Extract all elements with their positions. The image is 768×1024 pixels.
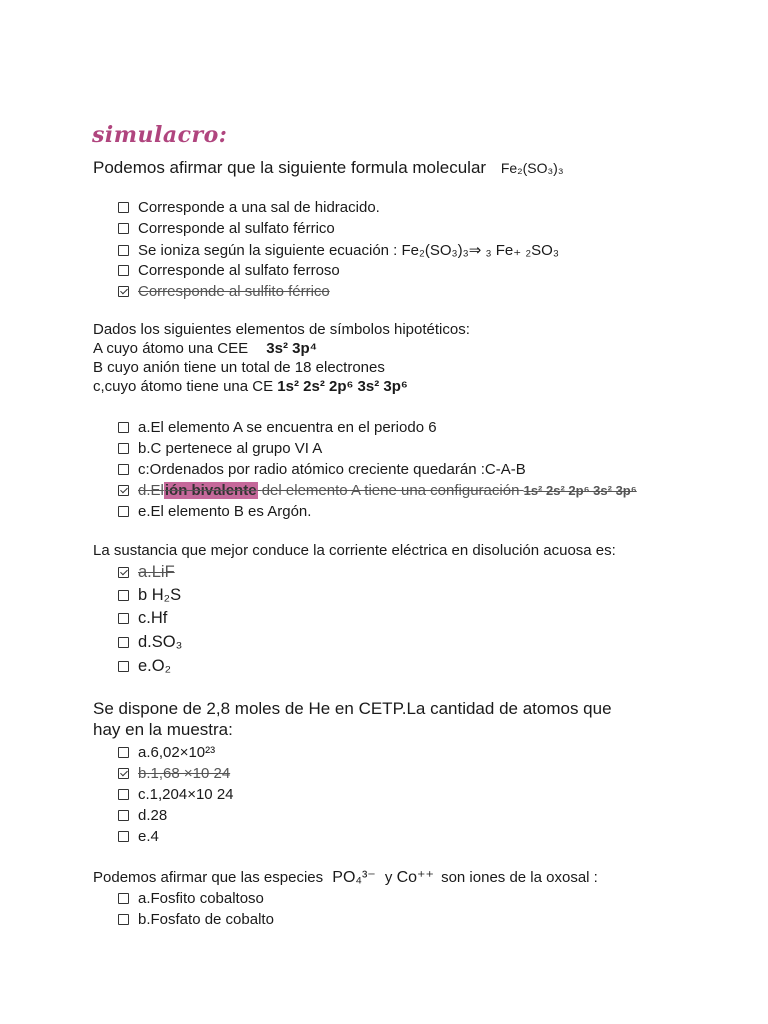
option-label: c.1,204×10 24 [138,786,234,803]
q2-option-c[interactable] [118,461,526,478]
option-label: Corresponde al sulfato férrico [138,220,335,237]
q2-line-2-text: A cuyo átomo una CEE [93,340,249,357]
q2-option-e[interactable] [118,503,311,520]
q3-option-e[interactable] [118,657,171,676]
q2-config-a: 3s² 3p⁴ [266,340,318,357]
q2-option-d[interactable] [118,482,637,499]
checkbox-icon[interactable] [118,613,129,624]
question-5 [93,867,598,887]
q5-ion-1: PO₄³⁻ [332,869,376,886]
option-label: a.Fosfito cobaltoso [138,890,264,907]
question-4-line-2: hay en la muestra: [93,720,233,739]
q2-line-2 [93,340,317,357]
option-d-rest: del elemento A tiene una configuración [261,482,520,499]
option-label: Se ioniza según la siguiente ecuación : Fe₂(SO₃)₃⇒ ₃ Fe₊ ₂SO₃ [138,242,559,259]
option-label: e.O₂ [138,657,171,675]
checkbox-icon[interactable] [118,590,129,601]
checked-checkbox-icon[interactable] [118,567,129,578]
checked-checkbox-icon[interactable] [118,286,129,297]
option-label: a.6,02×10²³ [138,744,216,761]
option-label: a.LiF [138,563,175,581]
question-1-formula: Fe₂(SO₃)₃ [500,160,564,176]
q5-text-before: Podemos afirmar que las especies [93,869,324,886]
checkbox-icon[interactable] [118,202,129,213]
checkbox-icon[interactable] [118,265,129,276]
option-label: b.C pertenece al grupo VI A [138,440,323,457]
option-label: b.Fosfato de cobalto [138,911,274,928]
question-3-text: La sustancia que mejor conduce la corriente eléctrica en disolución acuosa es: [93,542,616,559]
q5-option-b[interactable] [118,911,274,928]
q3-option-d[interactable] [118,633,182,652]
q4-option-d[interactable] [118,807,167,824]
question-1 [93,158,564,178]
question-4-line-1: Se dispone de 2,8 moles de He en CETP.La cantidad de atomos que [93,699,612,718]
checkbox-icon[interactable] [118,245,129,256]
checked-checkbox-icon[interactable] [118,485,129,496]
checkbox-icon[interactable] [118,893,129,904]
highlighted-text: ión bivalente [164,482,257,499]
checkbox-icon[interactable] [118,831,129,842]
option-label: d.28 [138,807,168,824]
option-label [138,482,637,499]
q4-option-e[interactable] [118,828,159,845]
option-label: Corresponde a una sal de hidracido. [138,199,380,216]
q4-option-b[interactable] [118,765,230,782]
option-label: Corresponde al sulfito férrico [138,283,330,300]
q2-line-3: B cuyo anión tiene un total de 18 electrones [93,359,385,376]
option-d-config: 1s² 2s² 2p⁶ 3s² 3p⁶ [523,483,637,498]
q2-option-b[interactable] [118,440,322,457]
q3-option-b[interactable] [118,586,181,605]
checkbox-icon[interactable] [118,422,129,433]
question-1-text: Podemos afirmar que la siguiente formula molecular [93,158,487,177]
option-label: a.El elemento A se encuentra en el periodo 6 [138,419,437,436]
option-label: d.SO₃ [138,633,183,651]
q2-config-c: 1s² 2s² 2p⁶ 3s² 3p⁶ [277,378,408,395]
option-label: e.El elemento B es Argón. [138,503,312,520]
checkbox-icon[interactable] [118,914,129,925]
q1-option-c[interactable] [118,241,559,259]
option-label: c.Hf [138,609,168,627]
checkbox-icon[interactable] [118,506,129,517]
checkbox-icon[interactable] [118,637,129,648]
checkbox-icon[interactable] [118,443,129,454]
q4-option-a[interactable] [118,744,215,761]
q1-option-d[interactable] [118,262,340,279]
q2-line-4-text: c,cuyo átomo tiene una CE [93,378,274,395]
q3-option-c[interactable] [118,609,167,628]
q3-option-a[interactable] [118,563,175,582]
option-label: b.1,68 ×10 24 [138,765,231,782]
option-label: c:Ordenados por radio atómico creciente quedarán :C-A-B [138,461,526,478]
q5-text-after: son iones de la oxosal : [441,869,598,886]
q2-option-a[interactable] [118,419,437,436]
q1-option-e[interactable] [118,283,330,300]
q5-option-a[interactable] [118,890,264,907]
option-label: Corresponde al sulfato ferroso [138,262,340,279]
q1-option-b[interactable] [118,220,335,237]
checkbox-icon[interactable] [118,810,129,821]
q4-option-c[interactable] [118,786,234,803]
q5-text-mid: y [384,869,393,886]
q5-ion-2: Co⁺⁺ [396,869,434,886]
q1-option-a[interactable] [118,199,380,216]
option-label: b H₂S [138,586,182,604]
q2-line-4 [93,378,408,395]
checked-checkbox-icon[interactable] [118,768,129,779]
q2-line-1: Dados los siguientes elementos de símbolos hipotéticos: [93,321,470,338]
option-label: e.4 [138,828,159,845]
checkbox-icon[interactable] [118,789,129,800]
checkbox-icon[interactable] [118,661,129,672]
option-d-prefix: d.El [138,482,164,499]
checkbox-icon[interactable] [118,747,129,758]
page-heading: simulacro: [92,122,228,148]
checkbox-icon[interactable] [118,464,129,475]
checkbox-icon[interactable] [118,223,129,234]
